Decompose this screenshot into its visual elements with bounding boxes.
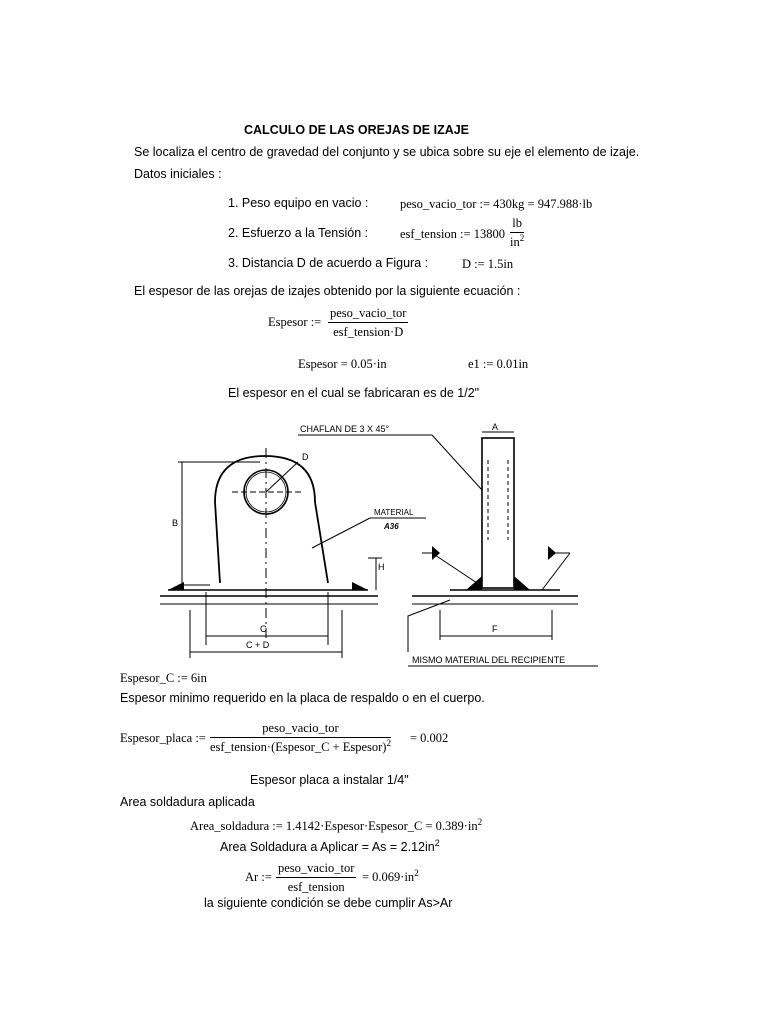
espesor-text: El espesor de las orejas de izajes obtenido por la siguiente ecuación : bbox=[134, 284, 521, 298]
e1-result: e1 := 0.01in bbox=[468, 357, 529, 371]
ar-fraction bbox=[276, 861, 356, 895]
espesor-placa-fraction bbox=[210, 721, 391, 755]
espesor-placa-lhs: Espesor_placa := bbox=[120, 731, 206, 745]
dato-1-label: 1. Peso equipo en vacio : bbox=[228, 196, 369, 210]
chaflan-leader bbox=[432, 435, 482, 490]
unit-num: lb bbox=[510, 216, 524, 233]
ar-num: peso_vacio_tor bbox=[276, 861, 356, 878]
condicion-text: la siguiente condición se debe cumplir As>Ar bbox=[204, 896, 453, 910]
dim-b-label: B bbox=[172, 518, 179, 528]
dato-1-expr: peso_vacio_tor := 430kg = 947.988·lb bbox=[400, 197, 593, 211]
fabricar-text: El espesor en el cual se fabricaran es de 1/2" bbox=[228, 386, 480, 400]
ar-result-text: = 0.069·in bbox=[362, 870, 415, 884]
page-title: CALCULO DE LAS OREJAS DE IZAJE bbox=[244, 123, 470, 137]
dim-a-label: A bbox=[492, 422, 499, 432]
espesor-den: esf_tension·D bbox=[333, 325, 404, 339]
lifting-lug-figure bbox=[150, 420, 610, 670]
dim-cd-label: C + D bbox=[246, 640, 270, 650]
dato-3-label: 3. Distancia D de acuerdo a Figura : bbox=[228, 256, 429, 270]
side-weld-right bbox=[514, 576, 530, 590]
espesor-num: peso_vacio_tor bbox=[328, 306, 408, 323]
recipiente-bracket bbox=[408, 600, 450, 652]
ar-result bbox=[362, 867, 419, 885]
area-soldadura-exp: 2 bbox=[477, 816, 483, 827]
lug-outline bbox=[215, 456, 328, 583]
espesor-placa-result: = 0.002 bbox=[410, 731, 449, 745]
dato-2-expr: esf_tension := 13800 bbox=[400, 227, 505, 241]
chaflan-label: CHAFLAN DE 3 X 45° bbox=[300, 424, 390, 434]
weld-symbol-right bbox=[548, 546, 556, 560]
espesor-c: Espesor_C := 6in bbox=[120, 671, 207, 685]
unit-exp: 2 bbox=[519, 232, 525, 243]
datos-label: Datos iniciales : bbox=[134, 167, 222, 181]
placa-instalar: Espesor placa a instalar 1/4" bbox=[250, 773, 409, 787]
weld-fillet-left bbox=[168, 582, 184, 590]
espesor-result: Espesor = 0.05·in bbox=[298, 357, 387, 371]
unit-den: in bbox=[510, 235, 520, 249]
area-soldadura-text: Area_soldadura := 1.4142·Espesor·Espesor_C = 0.389·in bbox=[190, 819, 478, 833]
area-title: Area soldadura aplicada bbox=[120, 795, 255, 809]
area-aplicar-exp: 2 bbox=[434, 837, 440, 848]
dim-f-label: F bbox=[492, 624, 498, 634]
dim-h-label: H bbox=[378, 562, 385, 572]
weld-leader-l bbox=[432, 553, 480, 585]
espesor-fraction bbox=[328, 306, 408, 340]
dim-d-label: D bbox=[302, 452, 309, 462]
espesor-lhs: Espesor := bbox=[268, 315, 322, 329]
espesor-placa-den: esf_tension·(Espesor_C + Espesor) bbox=[210, 740, 387, 754]
dim-c-label: C bbox=[260, 624, 267, 634]
espesor-placa-num: peso_vacio_tor bbox=[210, 721, 391, 738]
material-label: MATERIAL bbox=[374, 508, 414, 517]
ar-den: esf_tension bbox=[287, 880, 345, 894]
placa-text: Espesor minimo requerido en la placa de respaldo o en el cuerpo. bbox=[120, 691, 485, 705]
side-weld-left bbox=[466, 576, 482, 590]
weld-fillet-right bbox=[352, 582, 368, 590]
area-soldadura-expr bbox=[190, 816, 483, 834]
dato-3-expr: D := 1.5in bbox=[462, 257, 514, 271]
ar-lhs: Ar := bbox=[245, 870, 272, 884]
area-aplicar-text: Area Soldadura a Aplicar = As = 2.12in bbox=[220, 840, 435, 854]
dato-2-unit bbox=[510, 216, 524, 250]
dato-2-label: 2. Esfuerzo a la Tensión : bbox=[228, 226, 369, 240]
dim-d-leader bbox=[266, 462, 298, 492]
area-aplicar bbox=[220, 837, 440, 854]
espesor-placa-den-exp: 2 bbox=[386, 737, 391, 748]
side-lug-body bbox=[482, 438, 514, 588]
material-code: A36 bbox=[384, 522, 399, 531]
weld-leader-r bbox=[542, 553, 570, 590]
ar-result-exp: 2 bbox=[414, 867, 419, 878]
mismo-material-label: MISMO MATERIAL DEL RECIPIENTE bbox=[412, 655, 566, 665]
intro-text: Se localiza el centro de gravedad del conjunto y se ubica sobre su eje el elemento de izaje. bbox=[134, 145, 640, 159]
